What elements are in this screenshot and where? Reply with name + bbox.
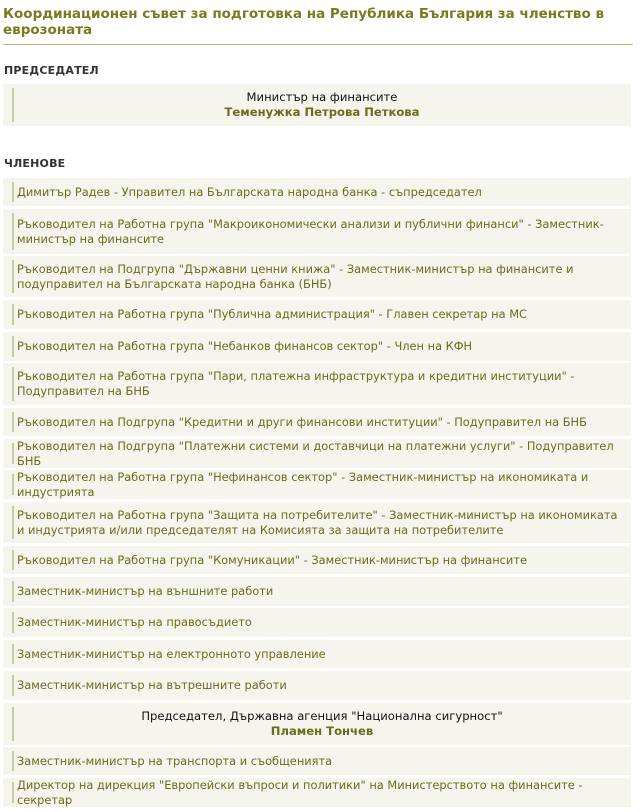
member-item[interactable]: Ръководител на Работна група "Защита на потребителите" - Заместник-министър на икономиката и индустрията и/или председателят на Комисията за защита на потребителите [3,502,631,543]
member-item[interactable]: Ръководител на Работна група "Макроикономически анализи и публични финанси" - Заместник-министър на финансите [3,209,631,254]
member-item[interactable]: Заместник-министър на електронното управление [3,640,631,668]
member-person-role: Председател, Държавна агенция "Национална сигурност" [141,709,503,723]
title-divider [3,44,633,45]
member-item[interactable]: Ръководител на Подгрупа "Държавни ценни книжа" - Заместник-министър на финансите и подуправител на Българската народна банка (БНБ) [3,256,631,297]
member-item[interactable]: Ръководител на Работна група "Небанков финансов сектор" - Член на КФН [3,332,631,361]
chair-card [3,84,631,126]
member-item[interactable]: Заместник-министър на транспорта и съобщенията [3,747,631,775]
member-item[interactable]: Ръководител на Работна група "Публична администрация" - Главен секретар на МС [3,300,631,329]
member-item[interactable]: Ръководител на Подгрупа "Кредитни и други финансови институции" - Подуправител на БНБ [3,408,631,436]
chair-role: Министър на финансите [246,90,398,104]
member-item[interactable]: Заместник-министър на правосъдието [3,608,631,637]
member-item[interactable]: Ръководител на Подгрупа "Платежни системи и доставчици на платежни услуги" - Подуправител БНБ [3,439,631,468]
member-item[interactable]: Заместник-министър на вътрешните работи [3,671,631,700]
member-item[interactable]: Директор на дирекция "Европейски въпроси и политики" на Министерството на финансите - секретар [3,778,631,807]
members-heading: ЧЛЕНОВЕ [4,157,66,170]
member-item[interactable]: Заместник-министър на външните работи [3,577,631,606]
page-title: Координационен съвет за подготовка на Република България за членство в еврозоната [3,6,604,38]
chair-name[interactable]: Теменужка Петрова Петкова [224,105,420,119]
member-item[interactable]: Димитър Радев - Управител на Българската народна банка - съпредседател [3,178,631,206]
member-person-card [3,703,631,745]
member-item[interactable]: Ръководител на Работна група "Нефинансов сектор" - Заместник-министър на икономиката и индустрията [3,470,631,499]
chair-heading: ПРЕДСЕДАТЕЛ [4,64,99,77]
member-item[interactable]: Ръководител на Работна група "Пари, платежна инфраструктура и кредитни институции" - Подуправител на БНБ [3,363,631,405]
member-item[interactable]: Ръководител на Работна група "Комуникации" - Заместник-министър на финансите [3,546,631,574]
member-person-name[interactable]: Пламен Тончев [270,724,374,738]
